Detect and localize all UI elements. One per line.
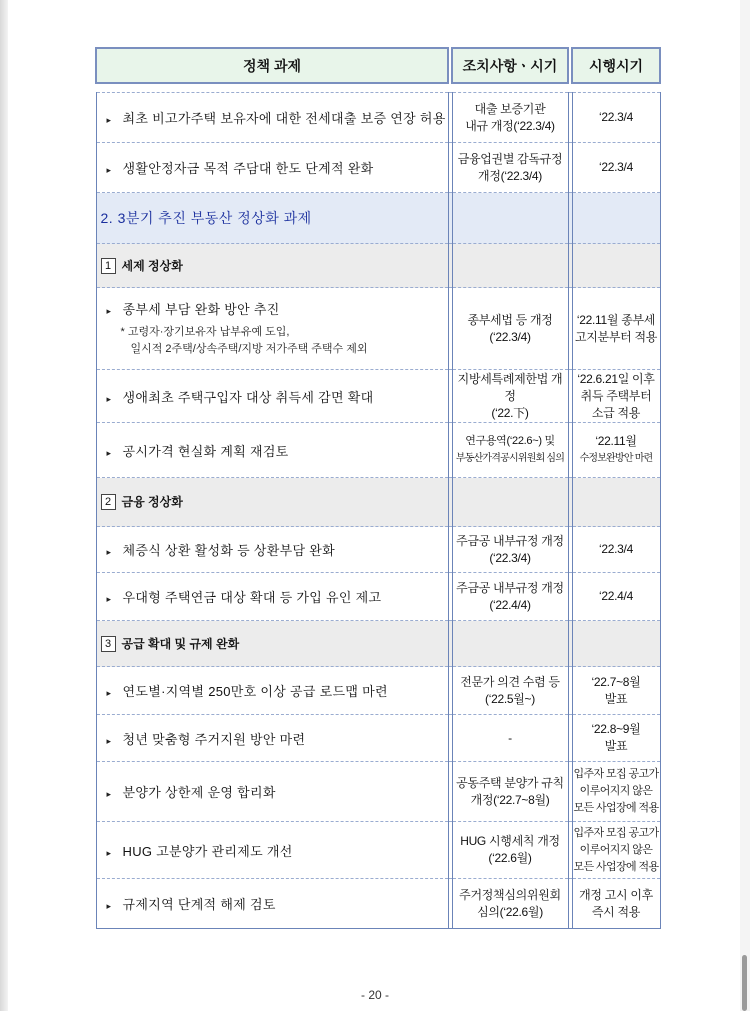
triangle-bullet-icon: ▸: [106, 547, 112, 557]
subsection-row: [96, 478, 660, 527]
action-line: (‘22.6월): [488, 851, 532, 865]
action-line: (‘22.3/4): [489, 329, 531, 344]
table-row: [96, 288, 660, 370]
header-action: 조치사항ㆍ시기: [452, 48, 568, 83]
when-line: ‘22.11월 종부세: [576, 312, 656, 327]
action-line: 주금공 내부규정 개정: [456, 580, 564, 595]
triangle-bullet-icon: ▸: [106, 393, 112, 404]
when-line: 발표: [604, 691, 628, 706]
action-line: 공동주택 분양가 규칙: [456, 775, 564, 790]
action-line: HUG 시행세칙 개정: [460, 834, 560, 848]
table-row: [96, 879, 660, 929]
task-text: 최초 비고가주택 보유자에 대한 전세대출 보증 연장 허용: [122, 111, 446, 126]
note-line: * 고령자·장기보유자 납부유예 도입,: [120, 326, 290, 338]
when-line: ‘22.8~9월: [591, 722, 641, 736]
header-task: 정책 과제: [96, 48, 448, 83]
scrollbar-track[interactable]: [740, 0, 750, 1011]
boxed-number: 1: [101, 258, 116, 274]
when-line: 이루어지지 않은: [579, 843, 653, 856]
when-line: 모든 사업장에 적용: [573, 802, 659, 814]
when-line: 즉시 적용: [591, 904, 641, 919]
when-line: 발표: [604, 739, 628, 753]
action-line: 심의(‘22.6월): [477, 904, 543, 919]
when-line: 취득 주택부터: [580, 388, 652, 403]
when-line: 수정보완방안 마련: [579, 453, 653, 464]
action-line: 개정(‘22.3/4): [478, 168, 542, 183]
when-line: ‘22.6.21일 이후: [577, 371, 655, 386]
table-header-row: [96, 48, 660, 83]
triangle-bullet-icon: ▸: [106, 688, 112, 698]
when-line: ‘22.3/4: [599, 160, 633, 174]
table-row: [96, 423, 660, 478]
when-line: 개정 고시 이후: [579, 887, 653, 902]
action-line: (‘22.4/4): [489, 597, 531, 612]
task-text: 생애최초 주택구입자 대상 취득세 감면 확대: [122, 389, 374, 405]
when-line: 고지분부터 적용: [574, 329, 658, 344]
triangle-bullet-icon: ▸: [106, 847, 112, 858]
action-line: 주금공 내부규정 개정: [456, 533, 564, 548]
action-line: 개정(‘22.7~8월): [470, 792, 550, 807]
action-line: 대출 보증기관: [474, 101, 546, 116]
table-row: [96, 667, 660, 715]
task-text: 분양가 상한제 운영 합리화: [122, 785, 276, 800]
task-text: 종부세 부담 완화 방안 추진: [122, 302, 280, 317]
action-line: 금융업권별 감독규정: [457, 151, 563, 166]
when-line: ‘22.4/4: [599, 589, 633, 603]
table-row: [96, 527, 660, 573]
boxed-number: 2: [101, 494, 116, 510]
when-line: ‘22.11월: [595, 434, 637, 448]
action-line: 연구용역(‘22.6~) 및: [465, 435, 555, 447]
table-row: [96, 573, 660, 621]
action-line: (‘22.下): [491, 405, 529, 420]
subsection-title: 금융 정상화: [121, 495, 183, 510]
triangle-bullet-icon: ▸: [106, 306, 112, 316]
table-row: [96, 715, 660, 762]
subsection-row: [96, 621, 660, 667]
table-row: [96, 93, 660, 143]
scrollbar-thumb[interactable]: [742, 955, 747, 1011]
task-text: 공시가격 현실화 계획 재검토: [122, 443, 289, 459]
triangle-bullet-icon: ▸: [106, 789, 112, 799]
action-line: -: [508, 730, 512, 745]
when-line: ‘22.3/4: [599, 542, 633, 556]
action-line: 내규 개정(‘22.3/4): [465, 118, 555, 133]
task-text: HUG 고분양가 관리제도 개선: [122, 843, 293, 859]
task-text: 청년 맞춤형 주거지원 방안 마련: [122, 731, 306, 747]
triangle-bullet-icon: ▸: [106, 447, 112, 458]
task-text: 규제지역 단계적 해제 검토: [122, 897, 276, 912]
subsection-row: [96, 244, 660, 288]
triangle-bullet-icon: ▸: [106, 165, 112, 175]
page-edge-left: [0, 0, 8, 1011]
when-line: 입주자 모집 공고가: [573, 768, 659, 780]
triangle-bullet-icon: ▸: [106, 901, 112, 911]
table-row: [96, 370, 660, 423]
triangle-bullet-icon: ▸: [106, 115, 112, 125]
action-line: (‘22.5월~): [485, 691, 535, 706]
table-row: [96, 822, 660, 879]
section-title: 2. 3분기 추진 부동산 정상화 과제: [100, 210, 312, 226]
subsection-title: 세제 정상화: [121, 259, 183, 274]
triangle-bullet-icon: ▸: [106, 735, 112, 746]
subsection-title: 공급 확대 및 규제 완화: [121, 637, 240, 652]
when-line: 모든 사업장에 적용: [573, 860, 659, 873]
table-row: [96, 762, 660, 822]
action-line: 종부세법 등 개정: [467, 312, 553, 327]
page-number: - 20 -: [360, 988, 389, 1002]
when-line: ‘22.3/4: [599, 110, 633, 124]
action-line: 부동산가격공시위원회 심의: [455, 453, 565, 464]
when-line: 입주자 모집 공고가: [573, 826, 659, 839]
task-note: [107, 324, 448, 358]
task-text: 연도별·지역별 250만호 이상 공급 로드맵 마련: [122, 684, 388, 699]
action-line: 주거정책심의위원회: [459, 887, 561, 902]
boxed-number: 3: [101, 636, 116, 652]
when-line: 소급 적용: [591, 405, 641, 420]
task-text: 체증식 상환 활성화 등 상환부담 완화: [122, 543, 335, 558]
when-line: 이루어지지 않은: [579, 785, 653, 797]
table-row: [96, 143, 660, 193]
when-line: ‘22.7~8월: [591, 674, 641, 689]
action-line: 지방세특례제한법 개정: [457, 371, 563, 403]
section-row: [96, 193, 660, 244]
header-when: 시행시기: [572, 48, 660, 83]
policy-table: [95, 47, 661, 929]
note-line: 일시적 2주택/상속주택/지방 저가주택 주택수 제외: [130, 343, 368, 355]
triangle-bullet-icon: ▸: [106, 594, 112, 604]
action-line: 전문가 의견 수렴 등: [460, 674, 560, 689]
task-text: 생활안정자금 목적 주담대 한도 단계적 완화: [122, 161, 374, 176]
task-text: 우대형 주택연금 대상 확대 등 가입 유인 제고: [122, 590, 382, 605]
action-line: (‘22.3/4): [489, 550, 531, 565]
